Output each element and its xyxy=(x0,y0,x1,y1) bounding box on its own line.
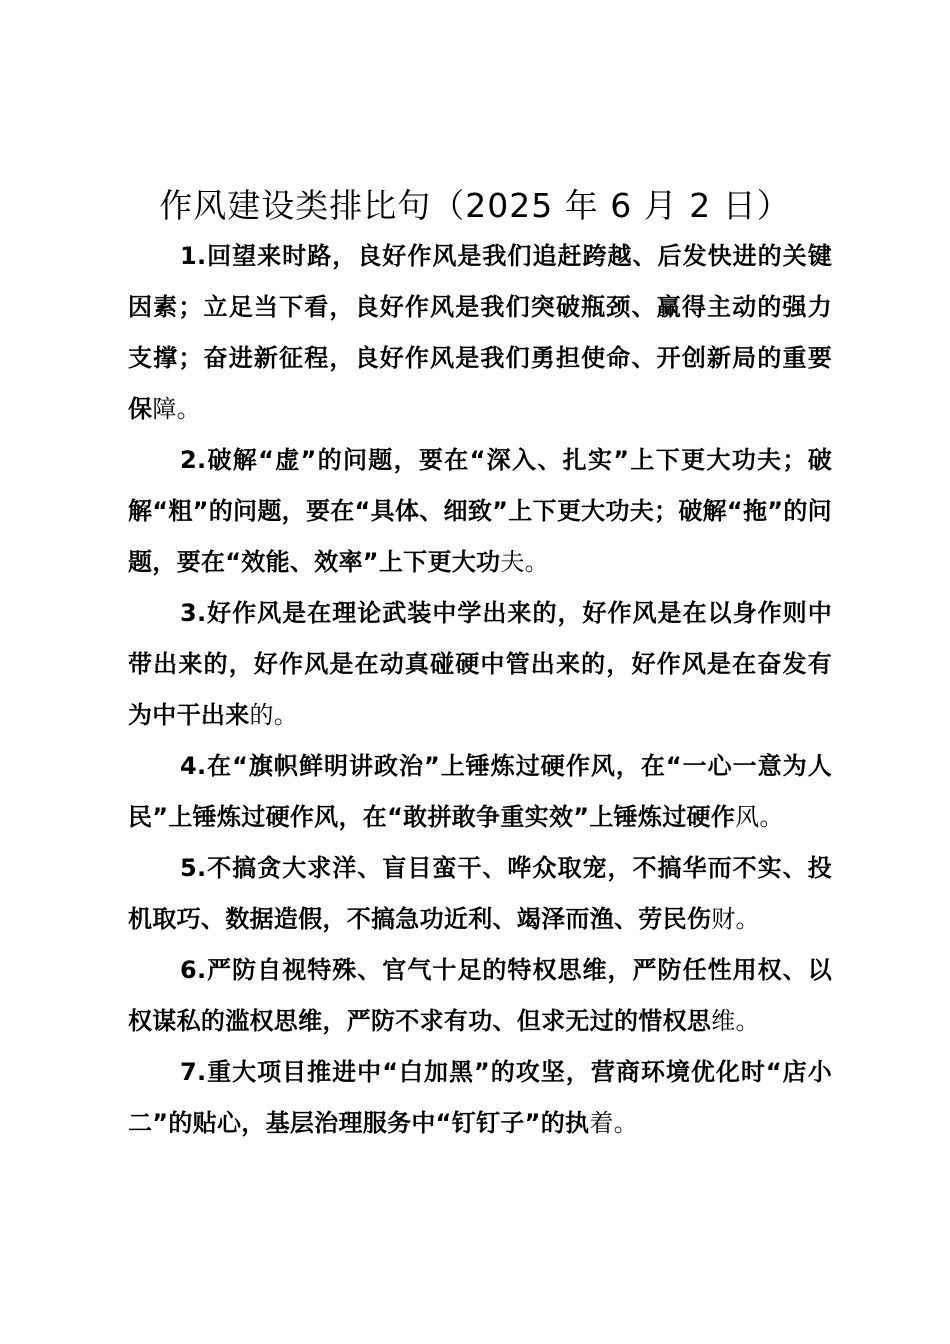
paragraph-7-bold-text: 7.重大项目推进中“白加黑”的攻坚，营商环境优化时“店小二”的贴心，基层治理服务中“钉钉子”的执 xyxy=(128,1058,832,1137)
paragraph-2-regular-text: 夫。 xyxy=(500,548,549,576)
document-title: 作风建设类排比句（2025 年 6 月 2 日） xyxy=(159,186,791,225)
paragraph-5 xyxy=(128,843,832,945)
paragraph-4 xyxy=(128,741,832,843)
paragraph-7 xyxy=(128,1047,832,1149)
paragraph-6-bold-text: 6.严防自视特殊、官气十足的特权思维，严防任性用权、以权谋私的滥权思维，严防不求有功、但求无过的惜权思 xyxy=(128,956,832,1035)
paragraph-3 xyxy=(128,588,832,741)
paragraph-1-regular-text: 障。 xyxy=(152,395,201,423)
paragraph-7-regular-text: 着。 xyxy=(589,1109,638,1137)
paragraph-4-bold-text: 4.在“旗帜鲜明讲政治”上锤炼过硬作风，在“一心一意为人民”上锤炼过硬作风，在“敢拼敢争重实效”上锤炼过硬作 xyxy=(128,752,832,831)
paragraph-4-regular-text: 风。 xyxy=(735,803,784,831)
paragraph-1-bold-text: 1.回望来时路，良好作风是我们追赶跨越、后发快进的关键因素；立足当下看，良好作风是我们突破瓶颈、赢得主动的强力支撑；奋进新征程，良好作风是我们勇担使命、开创新局的重要保 xyxy=(128,242,832,423)
paragraph-5-bold-text: 5.不搞贪大求洋、盲目蛮干、哗众取宠，不搞华而不实、投机取巧、数据造假，不搞急功近利、竭泽而渔、劳民伤 xyxy=(128,854,832,933)
paragraph-2 xyxy=(128,435,832,588)
paragraph-3-regular-text: 的。 xyxy=(249,701,299,729)
paragraph-6-regular-text: 维。 xyxy=(711,1007,760,1035)
paragraph-3-bold-text: 3.好作风是在理论武装中学出来的，好作风是在以身作则中带出来的，好作风是在动真碰硬中管出来的，好作风是在奋发有为中干出来 xyxy=(128,599,832,729)
document-body xyxy=(128,231,832,1149)
paragraph-6 xyxy=(128,945,832,1047)
paragraph-1 xyxy=(128,231,832,435)
paragraph-2-bold-text: 2.破解“虚”的问题，要在“深入、扎实”上下更大功夫；破解“粗”的问题，要在“具体、细致”上下更大功夫；破解“拖”的问题，要在“效能、效率”上下更大功 xyxy=(128,446,832,576)
paragraph-5-regular-text: 财。 xyxy=(711,905,760,933)
